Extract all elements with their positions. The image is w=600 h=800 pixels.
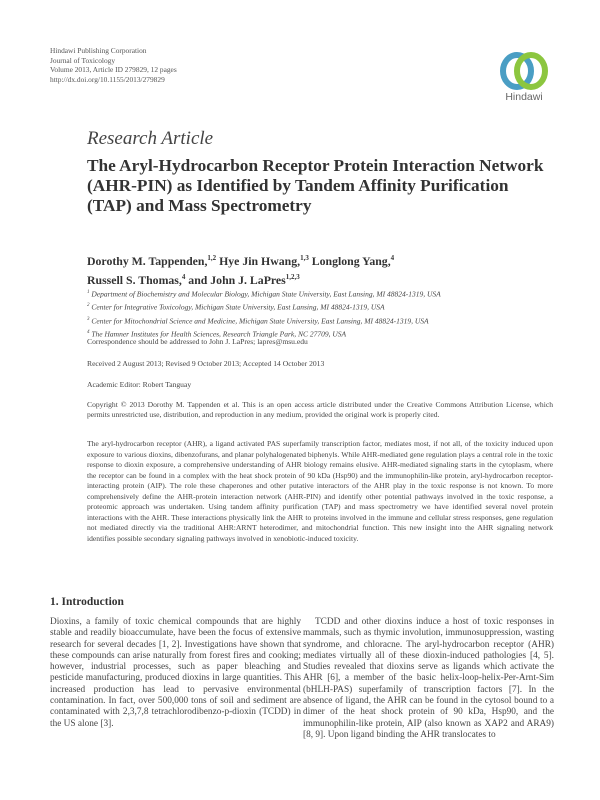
section-heading: 1. Introduction bbox=[50, 596, 124, 608]
affiliation: $^1$ Department of Biochemistry and Molecular Biology, Michigan State University, East Lansing, MI 48824-1319, USA bbox=[87, 289, 441, 299]
journal-name: Journal of Toxicology bbox=[50, 55, 116, 65]
hindawi-rings-icon bbox=[496, 50, 552, 92]
correspondence: Correspondence should be addressed to John J. LaPres; lapres@msu.edu bbox=[87, 337, 308, 346]
affiliation: $^3$ Center for Mitochondrial Science and Medicine, Michigan State University, East Lansing, MI 48824-1319, USA bbox=[87, 316, 429, 326]
author: Dorothy M. Tappenden,$^{1,2}$ bbox=[87, 253, 217, 268]
author: Hye Jin Hwang,$^{1,3}$ bbox=[219, 253, 309, 268]
author-list bbox=[87, 250, 557, 288]
affiliations bbox=[87, 287, 557, 340]
abstract: The aryl-hydrocarbon receptor (AHR), a ligand activated PAS superfamily transcription factor, mediates most, if not all, of the toxicity induced upon exposure to various dioxins, dibenzofurans, and planar polyhalogenated biphenyls. While AHR-mediated gene regulation plays a central role in the toxic response to dioxin exposure, a comprehensive understanding of AHR biology remains elusive. AHR-mediated signaling starts in the cytoplasm, where the receptor can be found in a complex with the heat shock protein of 90 kDa (Hsp90) and the immunophilin-like protein, aryl-hydrocarbon receptor-interacting protein (AIP). The role these chaperones and other putative interactors of the AHR play in the toxic response is not known. To more comprehensively define the AHR-protein interaction network (AHR-PIN) and identify other potential pathways involved in the toxic response, a proteomic approach was undertaken. Using tandem affinity purification (TAP) and mass spectrometry we have identified several novel protein interactions with the AHR. These interactions physically link the AHR to proteins involved in the immune and cellular stress responses, gene regulation not mediated directly via the traditional AHR:ARNT heterodimer, and mitochondrial function. This new insight into the AHR signaling network identifies possible secondary signaling pathways involved in xenobiotic-induced toxicity. bbox=[87, 439, 553, 543]
article-title: The Aryl-Hydrocarbon Receptor Protein Interaction Network (AHR-PIN) as Identified by Tandem Affinity Purification (TAP) and Mass Spectrometry bbox=[87, 156, 544, 215]
author: Longlong Yang,$^4$ bbox=[311, 253, 395, 268]
dates: Received 2 August 2013; Revised 9 October 2013; Accepted 14 October 2013 bbox=[87, 359, 325, 368]
intro-paragraph-2: TCDD and other dioxins induce a host of toxic responses in mammals, such as thymic involution, immunosuppression, wasting syndrome, and chloracne. The aryl-hydrocarbon receptor (AHR) mediates virtually all of these dioxin-induced pathologies [4, 5]. Studies revealed that dioxins serve as ligands which activate the AHR [6], a member of the basic helix-loop-helix-Per-Arnt-Sim (bHLH-PAS) superfamily of transcription factors [7]. In the absence of ligand, the AHR can be found in the cytosol bound to a dimer of the heat shock protein of 90 kDa, Hsp90, and the immunophilin-like protein, AIP (also known as XAP2 and ARA9) [8, 9]. Upon ligand binding the AHR translocates to bbox=[303, 617, 554, 740]
author: and John J. LaPres$^{1,2,3}$ bbox=[188, 272, 300, 287]
logo-text: Hindawi bbox=[505, 91, 543, 103]
journal-header bbox=[50, 46, 177, 84]
academic-editor: Academic Editor: Robert Tanguay bbox=[87, 380, 192, 389]
intro-paragraph-1: Dioxins, a family of toxic chemical compounds that are highly stable and readily bioaccumulate, have been the focus of extensive research for several decades [1, 2]. Investigations have shown that these compounds can arise naturally from forest fires and cooking; however, industrial processes, such as paper bleaching and pesticide manufacturing, produced dioxins in large quantities. This increased production has lead to pervasive environmental contamination. In fact, over 500,000 tons of soil and sediment are contaminated with 2,3,7,8 tetrachlorodibenzo-p-dioxin (TCDD) in the US alone [3]. bbox=[50, 617, 301, 729]
doi-link[interactable]: http://dx.doi.org/10.1155/2013/279829 bbox=[50, 74, 165, 84]
hindawi-logo bbox=[496, 50, 552, 110]
affiliation: $^4$ The Hamner Institutes for Health Sciences, Research Triangle Park, NC 27709, USA bbox=[87, 329, 347, 339]
author: Russell S. Thomas,$^4$ bbox=[87, 272, 186, 287]
publisher: Hindawi Publishing Corporation bbox=[50, 46, 147, 55]
affiliation: $^2$ Center for Integrative Toxicology, Michigan State University, East Lansing, MI 48824-1319, USA bbox=[87, 302, 385, 312]
copyright-notice: Copyright © 2013 Dorothy M. Tappenden et al. This is an open access article distributed under the Creative Commons Attribution License, which permits unrestricted use, distribution, and reproduction in any medium, provided the original work is properly cited. bbox=[87, 400, 553, 420]
article-type: Research Article bbox=[87, 128, 214, 149]
volume-info: Volume 2013, Article ID 279829, 12 pages bbox=[50, 65, 177, 75]
